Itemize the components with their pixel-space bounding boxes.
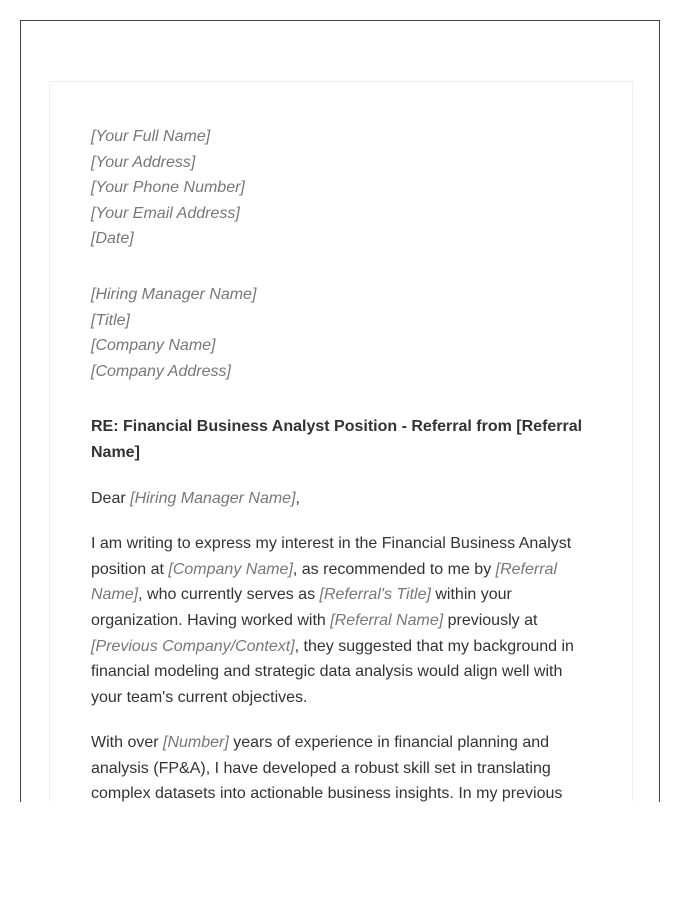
sender-phone: [Your Phone Number] [91,179,245,197]
body-paragraph-1 [91,531,591,710]
recipient-title: [Title] [91,311,130,329]
paragraph-text: within your organization. Having worked with [91,586,512,629]
salutation-name: [Hiring Manager Name] [130,489,296,507]
paragraph-text: , they suggested that my background in financial modeling and strategic data analysis would align well with your team's current objectives. [91,637,574,706]
placeholder-referral-name: [Referral Name] [330,611,444,629]
recipient-company-address: [Company Address] [91,362,231,380]
paragraph-text: I am writing to express my interest in the Financial Business Analyst position at [91,535,572,578]
sender-block [91,124,591,252]
sender-full-name: [Your Full Name] [91,128,211,145]
salutation-suffix: , [295,489,300,507]
recipient-block [91,282,591,384]
body-paragraph-2 [91,730,591,802]
paragraph-text: , as recommended to me by [292,560,496,578]
placeholder-previous-company: [Previous Company/Context] [91,637,295,655]
salutation [91,486,591,512]
sender-address: [Your Address] [91,153,196,171]
letter-content [91,124,591,802]
recipient-manager-name: [Hiring Manager Name] [91,285,257,303]
placeholder-company-name: [Company Name] [168,560,293,578]
placeholder-referral-name: [Referral Name] [91,560,558,604]
paragraph-text: , who currently serves as [138,586,320,604]
placeholder-number: [Number] [163,734,229,752]
placeholder-referral-title: [Referral's Title] [319,586,431,604]
paragraph-text: previously at [443,611,538,629]
letter-sheet [49,81,633,802]
sender-email: [Your Email Address] [91,204,240,222]
spacer [91,252,591,282]
document-frame [20,20,660,802]
paragraph-text: With over [91,734,164,752]
subject-line: RE: Financial Business Analyst Position - Referral from [Referral Name] [91,418,583,461]
recipient-company-name: [Company Name] [91,337,216,355]
letter-date: [Date] [91,230,134,248]
paragraph-text: years of experience in financial planning and analysis (FP&A), I have developed a robust skill set in translating complex datasets into actionable business insights. In my previous [91,734,563,802]
salutation-prefix: Dear [91,489,131,507]
